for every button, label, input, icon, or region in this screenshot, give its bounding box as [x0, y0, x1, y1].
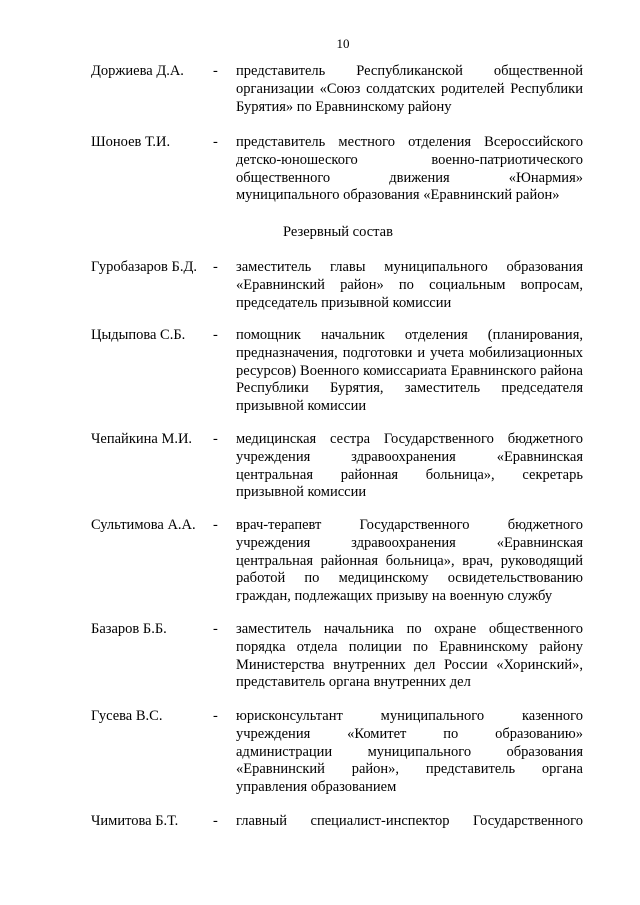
dash-separator: - — [213, 431, 218, 447]
role-line: работой по медицинскому освидетельствованию — [236, 570, 583, 587]
role-description — [236, 259, 583, 312]
dash-separator: - — [213, 63, 218, 79]
member-name: Гусева В.С. — [91, 708, 163, 724]
role-line: помощник начальник отделения (планирования, — [236, 327, 583, 343]
member-name: Доржиева Д.А. — [91, 63, 184, 79]
dash-separator: - — [213, 134, 218, 150]
dash-separator: - — [213, 327, 218, 343]
section-heading: Резервный состав — [283, 224, 393, 240]
role-line: центральная районная больница», врач, руководящий — [236, 552, 583, 569]
role-line: «Еравнинский район», представитель органа — [236, 761, 583, 778]
role-line: управления образованием — [236, 779, 397, 795]
member-name: Шоноев Т.И. — [91, 134, 171, 150]
role-line: администрации муниципального образования — [236, 743, 583, 760]
member-name: Чепайкина М.И. — [91, 431, 193, 447]
role-line: заместитель главы муниципального образования — [236, 259, 583, 275]
role-line: Бурятия» по Еравнинскому району — [236, 98, 452, 115]
role-line: ресурсов) Военного комиссариата Еравнинского района — [236, 362, 583, 379]
member-name: Чимитова Б.Т. — [91, 813, 179, 829]
dash-separator: - — [213, 813, 218, 829]
role-description — [236, 431, 583, 502]
role-line: представитель органа внутренних дел — [236, 674, 471, 691]
role-line: организации «Союз солдатских родителей Республики — [236, 80, 583, 97]
role-line: медицинская сестра Государственного бюджетного — [236, 431, 583, 447]
dash-separator: - — [213, 621, 218, 637]
member-name: Гуробазаров Б.Д. — [91, 259, 197, 275]
role-description — [236, 813, 583, 831]
role-line: призывной комиссии — [236, 398, 367, 414]
member-name: Базаров Б.Б. — [91, 621, 167, 637]
role-description — [236, 708, 583, 797]
member-name: Сультимова А.А. — [91, 517, 196, 533]
role-line: врач-терапевт Государственного бюджетного — [236, 517, 583, 533]
role-description — [236, 621, 583, 692]
role-line: юрисконсультант муниципального казенного — [236, 708, 583, 724]
dash-separator: - — [213, 259, 218, 275]
role-line: Министерства внутренних дел России «Хоринский», — [236, 656, 583, 673]
role-line: граждан, подлежащих призыву на военную службу — [236, 588, 553, 604]
dash-separator: - — [213, 517, 218, 533]
role-line: учреждения здравоохранения «Еравнинская — [236, 448, 583, 465]
role-description — [236, 517, 583, 606]
role-line: заместитель начальника по охране общественного — [236, 621, 583, 637]
member-name: Цыдыпова С.Б. — [91, 327, 186, 343]
role-line: общественного движения «Юнармия» — [236, 169, 583, 186]
role-line: представитель местного отделения Всероссийского — [236, 134, 583, 150]
page-number: 10 — [336, 36, 350, 51]
role-line: центральная районная больница», секретарь — [236, 466, 583, 483]
role-line: учреждения «Комитет по образованию» — [236, 725, 583, 742]
role-line: главный специалист-инспектор Государственного — [236, 813, 583, 829]
dash-separator: - — [213, 708, 218, 724]
role-line: учреждения здравоохранения «Еравнинская — [236, 534, 583, 551]
role-line: Республики Бурятия, заместитель председателя — [236, 380, 583, 397]
role-description — [236, 134, 583, 205]
role-line: предназначения, подготовки и учета мобилизационных — [236, 344, 583, 361]
role-line: муниципального образования «Еравнинский район» — [236, 187, 560, 204]
role-description — [236, 63, 583, 116]
role-line: представитель Республиканской общественной — [236, 63, 583, 79]
role-line: призывной комиссии — [236, 484, 367, 501]
role-description — [236, 327, 583, 416]
role-line: «Еравнинский район» по социальным вопросам, — [236, 276, 583, 293]
role-line: председатель призывной комиссии — [236, 294, 452, 311]
role-line: детско-юношеского военно-патриотического — [236, 151, 583, 168]
role-line: порядка отдела полиции по Еравнинскому району — [236, 638, 583, 655]
